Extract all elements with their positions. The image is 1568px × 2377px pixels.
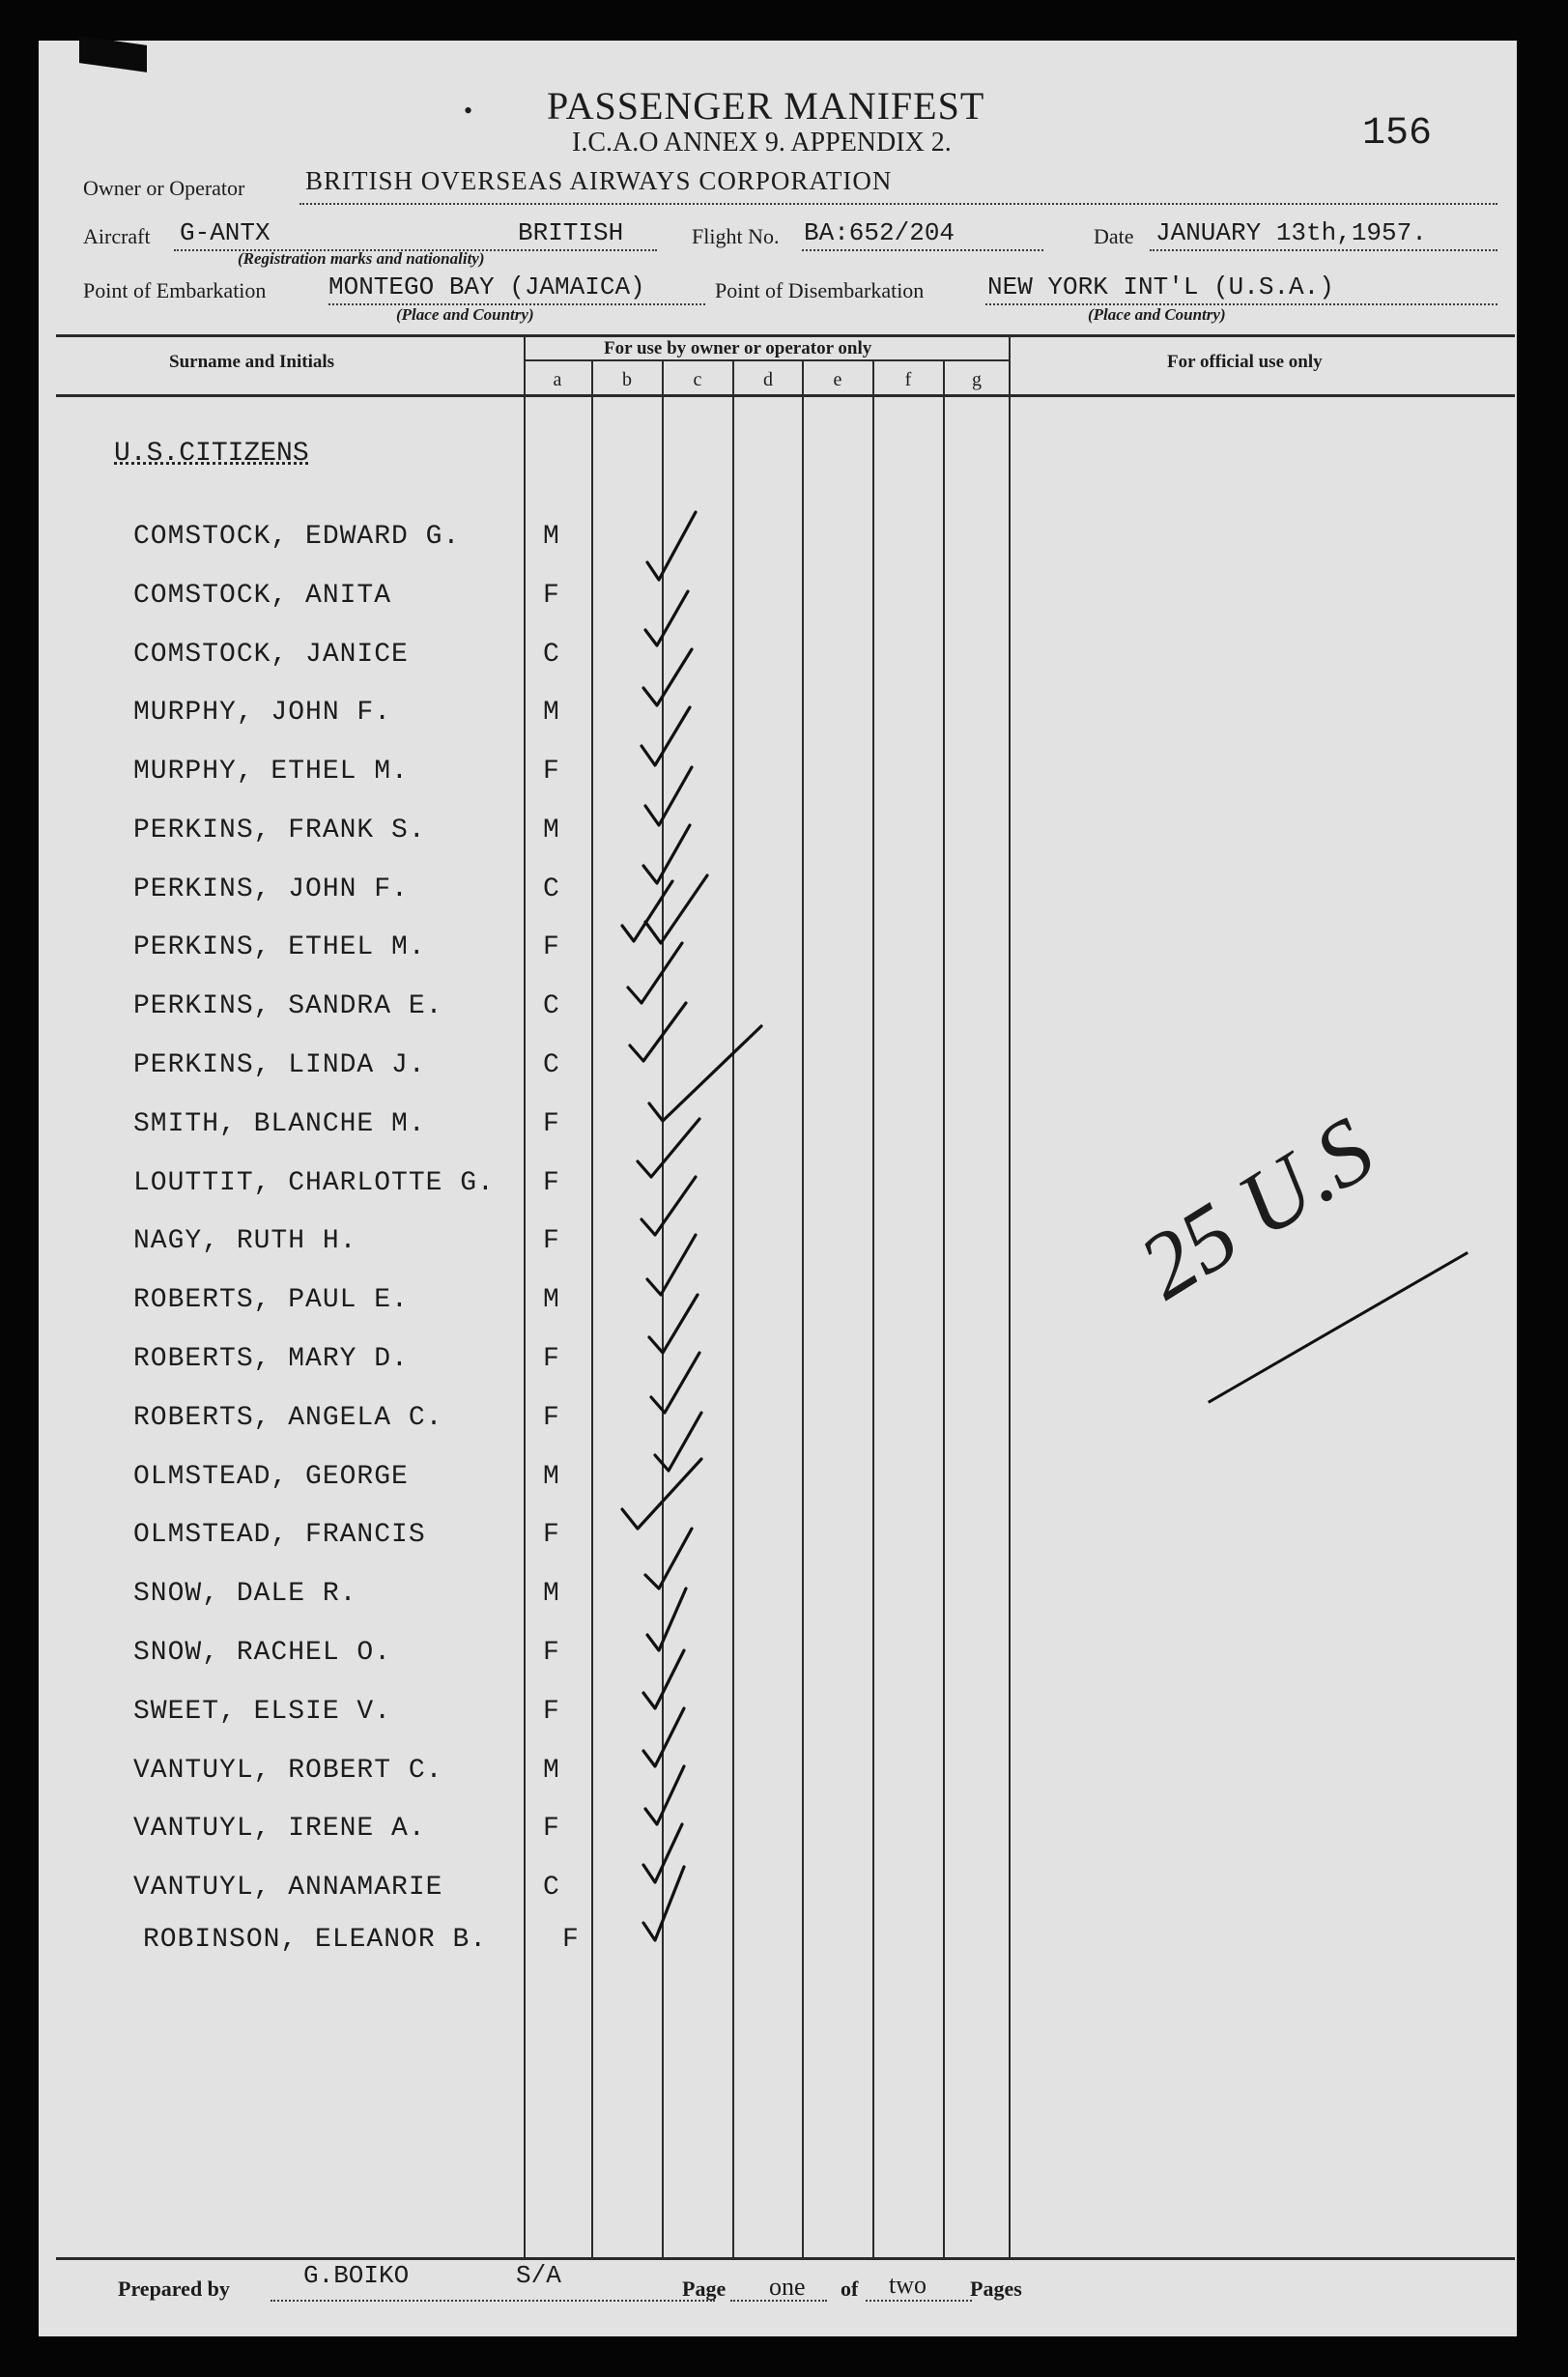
check-mark [645, 1766, 684, 1824]
passenger-name: MURPHY, ETHEL M. [133, 757, 409, 787]
check-mark [622, 1459, 701, 1529]
check-mark [645, 1529, 692, 1589]
passenger-sex: M [543, 1756, 559, 1786]
passenger-name: ROBERTS, ANGELA C. [133, 1403, 443, 1433]
check-mark [641, 1177, 696, 1235]
passenger-sex: F [543, 581, 559, 611]
header-dot: • [464, 97, 473, 125]
passenger-sex: M [543, 1462, 559, 1492]
passenger-name: OLMSTEAD, GEORGE [133, 1462, 409, 1492]
check-mark [630, 1003, 686, 1061]
passenger-name: PERKINS, SANDRA E. [133, 991, 443, 1021]
passenger-sex: F [543, 1638, 559, 1668]
flight-line [802, 249, 1043, 251]
page-number: 156 [1362, 112, 1433, 156]
passenger-sex: F [562, 1925, 579, 1955]
official-note: 25 U.S [1122, 1097, 1391, 1319]
passenger-name: PERKINS, JOHN F. [133, 874, 409, 904]
passenger-name: SWEET, ELSIE V. [133, 1697, 392, 1727]
page-label: Page [682, 2277, 727, 2301]
check-mark [645, 767, 692, 825]
passenger-sex: F [543, 1403, 559, 1433]
check-mark [638, 1119, 699, 1177]
passenger-name: VANTUYL, ANNAMARIE [133, 1873, 443, 1903]
col-line-f-left [872, 359, 874, 2257]
surname-header: Surname and Initials [169, 352, 335, 372]
passenger-sex: M [543, 1285, 559, 1315]
passenger-sex: C [543, 874, 559, 904]
passenger-sex: M [543, 1579, 559, 1609]
col-header-e: e [833, 369, 842, 390]
passenger-sex: F [543, 1226, 559, 1256]
passenger-name: LOUTTIT, CHARLOTTE G. [133, 1168, 495, 1198]
disembarkation-line [985, 303, 1497, 305]
passenger-sex: F [543, 1520, 559, 1550]
col-line-e-left [802, 359, 804, 2257]
passenger-name: ROBERTS, MARY D. [133, 1344, 409, 1374]
aircraft-nationality: BRITISH [518, 218, 624, 247]
owner-label: Owner or Operator [83, 176, 245, 200]
check-mark [643, 825, 690, 883]
passenger-sex: F [543, 1344, 559, 1374]
col-header-a: a [553, 369, 562, 390]
of-value: two [889, 2271, 927, 2299]
passenger-name: ROBERTS, PAUL E. [133, 1285, 409, 1315]
passenger-sex: F [543, 1697, 559, 1727]
check-marks [599, 466, 792, 1992]
date-value: JANUARY 13th,1957. [1155, 218, 1427, 247]
passenger-name: COMSTOCK, ANITA [133, 581, 392, 611]
col-header-f: f [904, 369, 912, 390]
passenger-name: OLMSTEAD, FRANCIS [133, 1520, 426, 1550]
check-mark [622, 881, 672, 941]
date-line [1150, 249, 1497, 251]
passenger-sex: M [543, 698, 559, 728]
check-mark [651, 1353, 699, 1413]
section-title: U.S.CITIZENS [114, 439, 309, 469]
page-subtitle: I.C.A.O ANNEX 9. APPENDIX 2. [572, 128, 952, 158]
embarkation-label: Point of Embarkation [83, 278, 267, 302]
check-mark [641, 707, 690, 765]
disembarkation-value: NEW YORK INT'L (U.S.A.) [987, 272, 1334, 301]
of-value-line [866, 2300, 972, 2302]
passenger-name: COMSTOCK, EDWARD G. [133, 522, 461, 552]
embarkation-hint: (Place and Country) [396, 305, 534, 324]
manifest-sheet [39, 41, 1517, 2336]
passenger-sex: F [543, 757, 559, 787]
passenger-sex: C [543, 640, 559, 670]
col-line-a-left [524, 334, 526, 2257]
passenger-sex: C [543, 1873, 559, 1903]
official-header: For official use only [1167, 352, 1323, 372]
col-header-c: c [693, 369, 702, 390]
passenger-sex: F [543, 932, 559, 962]
tape-mark [79, 36, 147, 72]
page-value: one [769, 2273, 806, 2301]
check-mark [645, 591, 688, 645]
owner-value: BRITISH OVERSEAS AIRWAYS CORPORATION [305, 166, 893, 195]
table-bottom-border [56, 2257, 1515, 2260]
col-header-b: b [622, 369, 632, 390]
check-mark [643, 1708, 684, 1766]
aircraft-hint: (Registration marks and nationality) [238, 249, 485, 268]
embarkation-value: MONTEGO BAY (JAMAICA) [328, 272, 645, 301]
prepared-value: G.BOIKO [303, 2261, 410, 2290]
table-top-border [56, 334, 1515, 337]
passenger-name: NAGY, RUTH H. [133, 1226, 357, 1256]
date-label: Date [1094, 224, 1134, 248]
owner-line [299, 203, 1497, 205]
col-line-g-left [943, 359, 945, 2257]
passenger-name: VANTUYL, IRENE A. [133, 1814, 426, 1844]
passenger-name: SMITH, BLANCHE M. [133, 1109, 426, 1139]
check-mark [628, 943, 682, 1003]
passenger-name: PERKINS, LINDA J. [133, 1050, 426, 1080]
prepared-line [271, 2300, 715, 2302]
passenger-name: MURPHY, JOHN F. [133, 698, 392, 728]
passenger-name: PERKINS, FRANK S. [133, 816, 426, 845]
passenger-sex: F [543, 1168, 559, 1198]
passenger-sex: F [543, 1109, 559, 1139]
check-mark [649, 1295, 698, 1353]
check-mark [643, 1824, 682, 1882]
prepared-role: S/A [516, 2261, 561, 2290]
col-line-b-left [591, 359, 593, 2257]
passenger-sex: C [543, 1050, 559, 1080]
aircraft-label: Aircraft [83, 224, 151, 248]
prepared-label: Prepared by [118, 2277, 230, 2301]
passenger-sex: M [543, 816, 559, 845]
passenger-sex: F [543, 1814, 559, 1844]
col-line-official-left [1009, 334, 1011, 2257]
flight-value: BA:652/204 [804, 218, 955, 247]
disembarkation-hint: (Place and Country) [1088, 305, 1226, 324]
passenger-name: ROBINSON, ELEANOR B. [143, 1925, 488, 1955]
owner-use-divider [526, 359, 1009, 361]
check-mark [647, 1589, 686, 1650]
of-label: of [841, 2277, 859, 2301]
check-mark [643, 1650, 684, 1708]
passenger-sex: M [543, 522, 559, 552]
col-header-g: g [972, 369, 982, 390]
flight-label: Flight No. [692, 224, 780, 248]
pages-label: Pages [970, 2277, 1022, 2301]
table-header-border [56, 394, 1515, 397]
aircraft-value: G-ANTX [180, 218, 271, 247]
check-mark [649, 1026, 761, 1121]
passenger-name: SNOW, RACHEL O. [133, 1638, 392, 1668]
passenger-name: PERKINS, ETHEL M. [133, 932, 426, 962]
check-mark [647, 512, 696, 580]
check-mark [655, 1413, 701, 1471]
disembarkation-label: Point of Disembarkation [715, 278, 925, 302]
passenger-name: SNOW, DALE R. [133, 1579, 357, 1609]
check-mark [647, 1235, 696, 1295]
check-mark [643, 649, 692, 705]
passenger-sex: C [543, 991, 559, 1021]
passenger-name: COMSTOCK, JANICE [133, 640, 409, 670]
page-title: PASSENGER MANIFEST [547, 84, 985, 128]
passenger-name: VANTUYL, ROBERT C. [133, 1756, 443, 1786]
col-header-d: d [763, 369, 773, 390]
check-mark [643, 1867, 684, 1940]
owner-use-header: For use by owner or operator only [604, 338, 872, 358]
